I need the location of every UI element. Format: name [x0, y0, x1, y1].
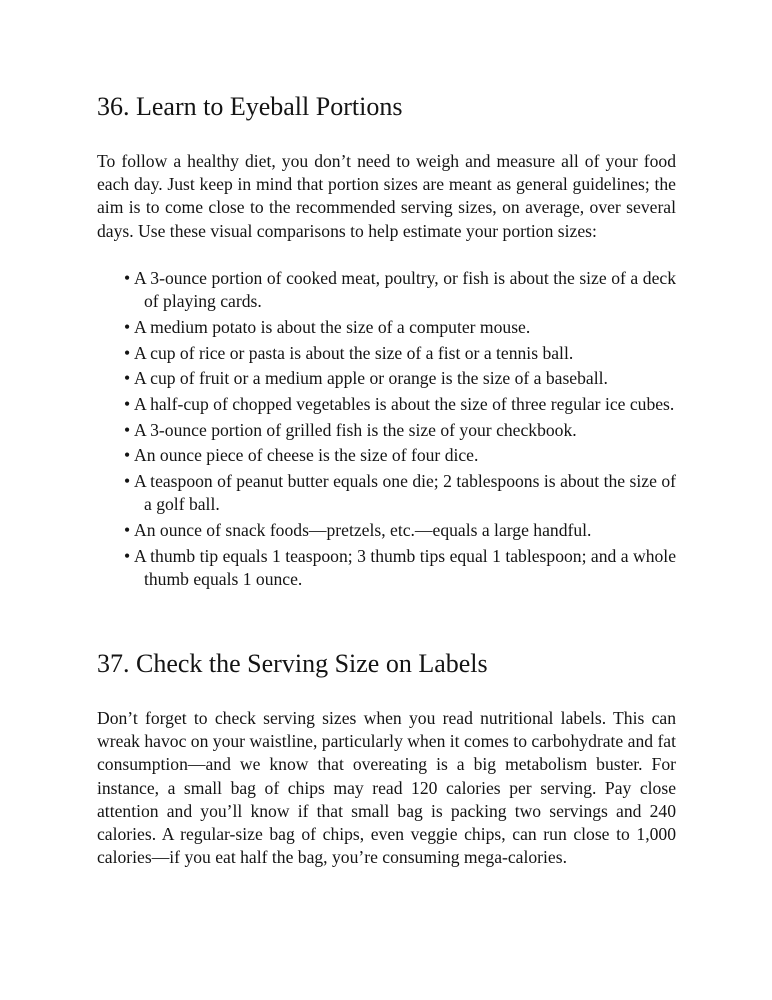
bullet-icon: • — [124, 342, 131, 363]
intro-paragraph: To follow a healthy diet, you don’t need to weigh and measure all of your food each day. Just keep in mind that portion sizes are meant as general guidelines; the aim is to come close to the recommended serving sizes, on average, over several days. Use these visual comparisons to help estimate your portion sizes: — [97, 151, 676, 241]
list-item — [124, 342, 676, 365]
list-item — [124, 545, 676, 591]
serving-size-paragraph: Don’t forget to check serving sizes when you read nutritional labels. This can wreak havoc on your waistline, particularly when it comes to carbohydrate and fat consumption—and we know that overeating is a big metabolism buster. For instance, a small bag of chips may read 120 calories per serving. Pay close attention and you’ll know if that small bag is packing two servings and 240 calories. A regular-size bag of chips, even veggie chips, can run close to 1,000 calories—if you eat half the bag, you’re consuming mega-calories. — [97, 708, 676, 868]
bullet-icon: • — [124, 471, 131, 492]
list-item-text: A 3-ounce portion of cooked meat, poultry, or fish is about the size of a deck of playing cards. — [134, 268, 676, 312]
list-item-text: A half-cup of chopped vegetables is about the size of three regular ice cubes. — [134, 394, 675, 415]
bullet-icon: • — [124, 445, 131, 466]
list-item — [124, 470, 676, 516]
list-item-text: A teaspoon of peanut butter equals one die; 2 tablespoons is about the size of a golf ball. — [134, 471, 676, 515]
list-item — [124, 316, 676, 339]
list-item — [124, 519, 676, 542]
list-item-text: A cup of fruit or a medium apple or orange is the size of a baseball. — [134, 368, 608, 389]
list-item-text: An ounce piece of cheese is the size of four dice. — [134, 445, 479, 466]
list-item-text: A thumb tip equals 1 teaspoon; 3 thumb tips equal 1 tablespoon; and a whole thumb equals 1 ounce. — [134, 545, 676, 589]
portion-comparison-list — [124, 267, 676, 594]
bullet-icon: • — [124, 368, 131, 389]
list-item — [124, 419, 676, 442]
bullet-icon: • — [124, 419, 131, 440]
list-item-text: A medium potato is about the size of a computer mouse. — [134, 316, 531, 337]
list-item — [124, 367, 676, 390]
list-item-text: An ounce of snack foods—pretzels, etc.—equals a large handful. — [134, 520, 592, 541]
section-title-eyeball-portions: 36. Learn to Eyeball Portions — [97, 92, 403, 121]
section-title-serving-size: 37. Check the Serving Size on Labels — [97, 649, 488, 678]
list-item-text: A 3-ounce portion of grilled fish is the size of your checkbook. — [134, 419, 577, 440]
bullet-icon: • — [124, 268, 131, 288]
bullet-icon: • — [124, 520, 131, 541]
bullet-icon: • — [124, 316, 131, 337]
list-item — [124, 444, 676, 467]
list-item — [124, 267, 676, 313]
bullet-icon: • — [124, 394, 131, 415]
bullet-icon: • — [124, 545, 131, 566]
list-item — [124, 393, 676, 416]
list-item-text: A cup of rice or pasta is about the size of a fist or a tennis ball. — [134, 342, 574, 363]
